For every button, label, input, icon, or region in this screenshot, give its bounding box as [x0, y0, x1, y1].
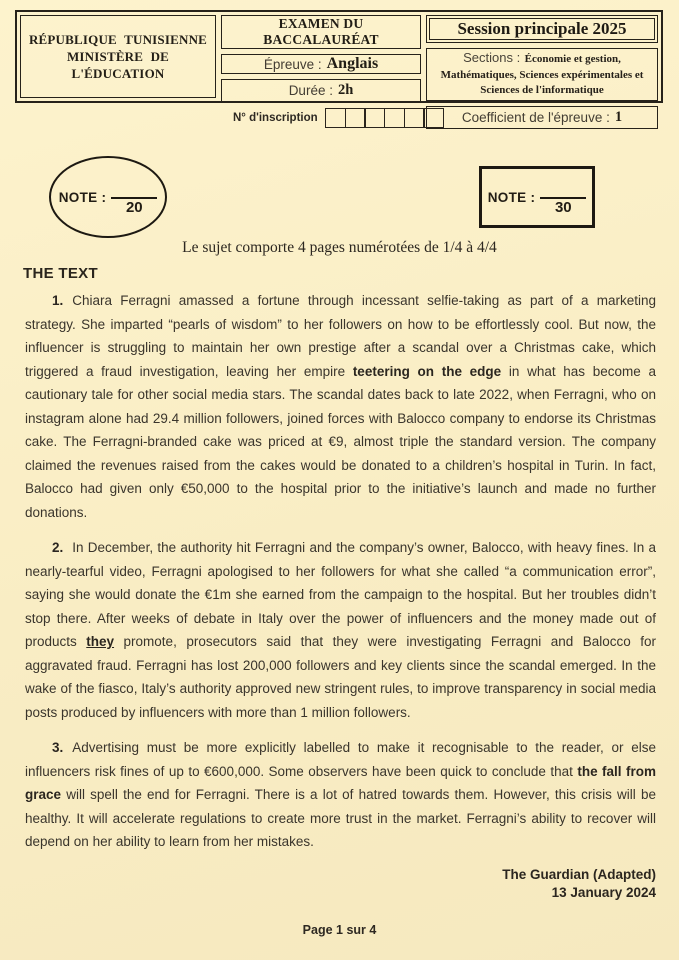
paragraph-text: Advertising must be more explicitly labelled to make it recognisable to the reader, or else influencers risk fines of up to €600,000. Some observers have been quick to conclude that — [25, 740, 656, 779]
epreuve-cell — [221, 54, 421, 74]
pages-note: Le sujet comporte 4 pages numérotées de 1/4 à 4/4 — [182, 239, 497, 256]
sections-label: Sections : — [463, 50, 521, 65]
session-cell — [426, 15, 658, 43]
exam-title-cell — [221, 15, 421, 49]
sections-cell — [426, 48, 658, 101]
inscription-box — [423, 108, 444, 128]
duree-value: 2h — [337, 82, 354, 98]
republic-line: RÉPUBLIQUE TUNISIENNE — [28, 32, 208, 47]
sections-value: Économie et gestion, Mathématiques, Sciences expérimentales et Sciences de l'informatique — [440, 53, 644, 96]
note-denominator: 30 — [554, 199, 572, 216]
epreuve-value: Anglais — [326, 55, 379, 72]
inscription-label: N° d'inscription — [233, 112, 318, 124]
ministry-line: MINISTÈRE DE L'ÉDUCATION — [66, 49, 170, 81]
text-body — [25, 289, 656, 902]
coefficient-cell — [426, 106, 658, 129]
text-heading: THE TEXT — [23, 265, 98, 282]
note-oval-20 — [49, 156, 167, 238]
note-box-30 — [479, 166, 595, 228]
highlighted-phrase: teetering on the edge — [352, 363, 502, 379]
paragraph-text: In December, the authority hit Ferragni and the company’s owner, Balocco, with heavy fines. In a nearly-tearful video, Ferragni apologised to her followers for what she called “a communication error”, saying she would donate the €1m she earned from the campaign to the hospital. But her troubles didn’t stop there. After weeks of debate in Italy over the power of influencers and the money made out of products — [25, 540, 656, 649]
attribution-date: 13 January 2024 — [551, 884, 656, 900]
inscription-box — [325, 108, 346, 128]
inscription-box — [404, 108, 425, 128]
inscription-box — [364, 108, 385, 128]
epreuve-label: Épreuve : — [263, 56, 322, 72]
paragraph-text: promote, prosecutors said that they were investigating Ferragni and Balocco for aggravated fraud. Ferragni has lost 200,000 followers and key clients since the scandal emerged. In the wake of the fiasco, Italy’s authority approved new stringent rules, to improve transparency in social media posts produced by influencers with more than 1 million followers. — [25, 634, 657, 720]
highlighted-phrase: they — [86, 634, 115, 649]
ministry-box — [20, 15, 216, 98]
paragraph-text: in what has become a cautionary tale for other social media stars. The scandal dates back to late 2022, when Ferragni, who on instagram alone had 29.4 million followers, joined forces with Balocco company to endorse its Christmas cake. The Ferragni-branded cake was priced at €9, almost triple the standard version. The company claimed the revenues raised from the cakes would be donated to a children’s hospital in Turin. In fact, Balocco had given only €50,000 to the hospital prior to the initiative’s launch and made no further donations. — [25, 363, 656, 520]
inscription-box — [345, 108, 366, 128]
duree-cell — [221, 79, 421, 102]
text-paragraph — [25, 736, 656, 854]
paragraph-number: 2. — [52, 540, 64, 555]
header-middle-column — [221, 15, 421, 98]
note-label: NOTE : — [58, 189, 107, 205]
duree-label: Durée : — [288, 83, 333, 98]
coefficient-label: Coefficient de l'épreuve : — [461, 109, 610, 125]
coefficient-value: 1 — [614, 108, 623, 125]
paragraph-text: will spell the end for Ferragni. There is a lot of hatred towards them. However, this crisis will be healthy. It will accelerate regulations to create more trust in the market. Ferragni’s ability to recover will depend on her ability to learn from her mistakes. — [25, 787, 656, 849]
attribution — [25, 866, 656, 902]
attribution-source: The Guardian (Adapted) — [502, 866, 656, 882]
text-paragraph — [25, 289, 656, 524]
paragraph-number: 3. — [52, 740, 64, 755]
note-label: NOTE : — [487, 189, 536, 205]
page-number: Page 1 sur 4 — [302, 923, 377, 937]
session-title: Session principale 2025 — [429, 18, 655, 40]
highlighted-phrase: the fall from grace — [25, 763, 657, 802]
inscription-boxes — [327, 108, 445, 128]
paragraph-number: 1. — [52, 293, 64, 308]
paragraph-text: Chiara Ferragni amassed a fortune through incessant selfie-taking as part of a marketing strategy. She imparted “pearls of wisdom” to her followers on how to be effortlessly cool. But now, the influencer is struggling to maintain her own prestige after a scandal over a Christmas cake, which triggered a fraud investigation, leaving her empire — [25, 293, 656, 379]
inscription-row — [233, 108, 444, 128]
header-right-column — [426, 15, 658, 125]
paragraphs-container — [25, 289, 656, 854]
exam-title: EXAMEN DU BACCALAURÉAT — [263, 16, 379, 47]
text-paragraph — [25, 536, 656, 724]
inscription-box — [384, 108, 405, 128]
note-denominator: 20 — [125, 199, 143, 216]
